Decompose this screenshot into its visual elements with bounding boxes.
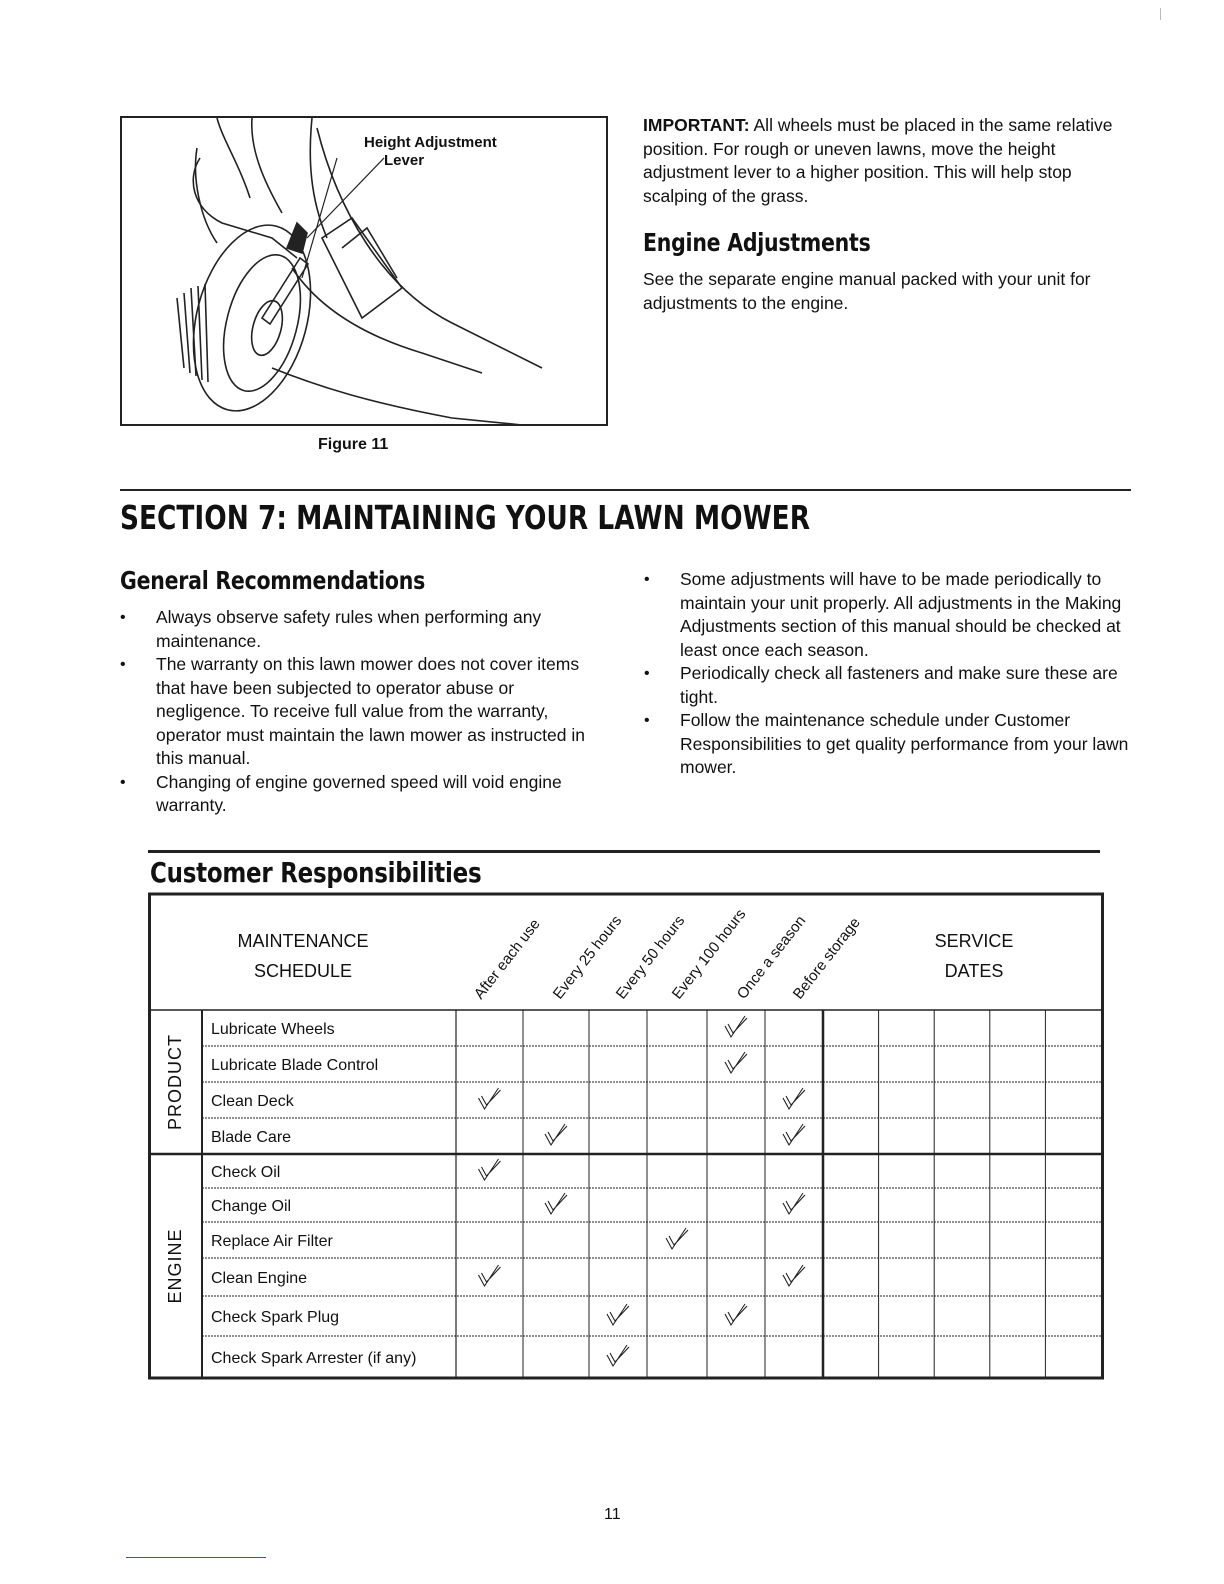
check-mark xyxy=(607,1304,629,1325)
bullet-item: • Changing of engine governed speed will void engine warranty. xyxy=(120,771,605,818)
task-label: Check Spark Plug xyxy=(211,1309,340,1326)
check-mark xyxy=(479,1265,501,1286)
dates-label: DATES xyxy=(944,961,1004,981)
callout-line-2: Lever xyxy=(384,152,425,169)
interval-label-4: Once a season xyxy=(733,912,810,1003)
general-recommendations-heading: General Recommendations xyxy=(120,566,426,595)
group-label-product: PRODUCT xyxy=(165,1034,185,1130)
interval-label-3: Every 100 hours xyxy=(668,905,750,1003)
bullet-item: • Some adjustments will have to be made periodically to maintain your unit properly. All adjustments in the Making Adjustments section of this manual should be checked at least once each season. xyxy=(644,568,1129,662)
check-mark xyxy=(783,1124,805,1145)
schedule-label: SCHEDULE xyxy=(253,961,353,981)
task-label: Replace Air Filter xyxy=(211,1233,333,1250)
check-mark xyxy=(545,1124,567,1145)
interval-label-1: Every 25 hours xyxy=(549,912,626,1003)
check-mark xyxy=(479,1159,501,1180)
callout-line-1: Height Adjustment xyxy=(364,134,497,151)
check-mark xyxy=(783,1088,805,1109)
customer-divider xyxy=(148,850,1100,853)
interval-label-5: Before storage xyxy=(789,914,864,1003)
check-mark xyxy=(783,1193,805,1214)
bullet-item: • Always observe safety rules when performing any maintenance. xyxy=(120,606,605,653)
service-label: SERVICE xyxy=(934,931,1014,951)
check-mark xyxy=(725,1304,747,1325)
maintenance-schedule-table xyxy=(148,892,1104,1384)
important-text: All wheels must be placed in the same relative position. For rough or uneven lawns, move the height adjustment lever to a higher position. This will help stop scalping of the grass. xyxy=(643,115,1113,206)
section-heading: SECTION 7: MAINTAINING YOUR LAWN MOWER xyxy=(120,498,811,537)
engine-adjustments-text: See the separate engine manual packed with your unit for adjustments to the engine. xyxy=(643,269,1091,313)
maintenance-label: MAINTENANCE xyxy=(237,931,369,951)
check-mark xyxy=(545,1193,567,1214)
bullet-item: • The warranty on this lawn mower does not cover items that have been subjected to operator abuse or negligence. To receive full value from the warranty, operator must maintain the lawn mower as instructed in this manual. xyxy=(120,653,605,771)
check-mark xyxy=(607,1345,629,1366)
bullet-item: • Follow the maintenance schedule under Customer Responsibilities to get quality performance from your lawn mower. xyxy=(644,709,1129,780)
figure-callout xyxy=(364,134,497,170)
interval-label-2: Every 50 hours xyxy=(612,912,689,1003)
important-note xyxy=(643,114,1128,208)
page-number: 11 xyxy=(604,1506,621,1523)
left-bullet-list xyxy=(120,606,605,818)
check-mark xyxy=(666,1228,688,1249)
important-label: IMPORTANT: xyxy=(643,115,750,135)
check-mark xyxy=(783,1265,805,1286)
footer-link-underline xyxy=(126,1557,266,1558)
task-label: Lubricate Blade Control xyxy=(211,1057,379,1074)
check-mark xyxy=(479,1088,501,1109)
task-label: Check Spark Arrester (if any) xyxy=(211,1350,417,1367)
task-label: Clean Deck xyxy=(211,1093,294,1110)
figure-caption: Figure 11 xyxy=(318,436,389,453)
task-label: Check Oil xyxy=(211,1164,281,1181)
task-label: Blade Care xyxy=(211,1129,292,1146)
check-mark xyxy=(725,1016,747,1037)
scan-mark xyxy=(1160,8,1161,20)
task-label: Clean Engine xyxy=(211,1270,308,1287)
group-label-engine: ENGINE xyxy=(165,1228,185,1304)
right-bullet-list xyxy=(644,568,1129,780)
interval-label-0: After each use xyxy=(470,915,544,1003)
customer-responsibilities-heading: Customer Responsibilities xyxy=(150,856,482,889)
task-label: Change Oil xyxy=(211,1198,292,1215)
bullet-item: • Periodically check all fasteners and make sure these are tight. xyxy=(644,662,1129,709)
figure-11-illustration xyxy=(120,116,608,426)
engine-adjustments-heading: Engine Adjustments xyxy=(643,228,871,257)
check-mark xyxy=(725,1052,747,1073)
task-label: Lubricate Wheels xyxy=(211,1021,335,1038)
section-divider xyxy=(120,489,1131,491)
